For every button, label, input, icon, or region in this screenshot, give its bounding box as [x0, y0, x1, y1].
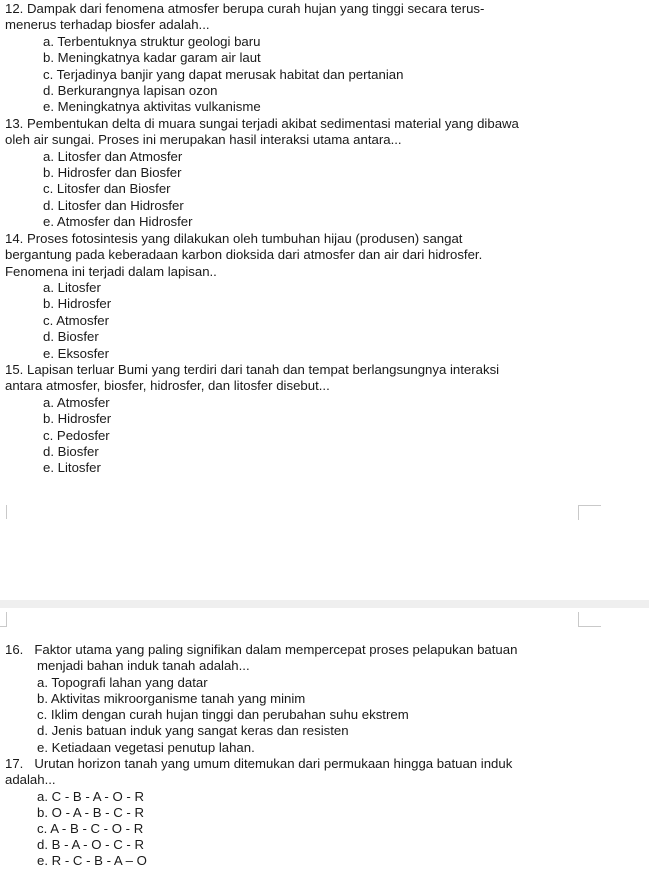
- question-text: 13. Pembentukan delta di muara sungai terjadi akibat sedimentasi material yang dibawa: [5, 115, 519, 131]
- question-text: oleh air sungai. Proses ini merupakan hasil interaksi utama antara...: [5, 132, 402, 148]
- question-17: [5, 756, 645, 870]
- option-d: d. Litosfer dan Hidrosfer: [43, 197, 184, 213]
- crop-mark: [0, 612, 7, 627]
- question-text: 17. Urutan horizon tanah yang umum ditemukan dari permukaan hingga batuan induk: [5, 755, 513, 771]
- question-text: 15. Lapisan terluar Bumi yang terdiri dari tanah dan tempat berlangsungnya interaksi: [5, 361, 500, 377]
- question-text: 16. Faktor utama yang paling signifikan dalam mempercepat proses pelapukan batuan: [5, 642, 518, 657]
- option-e: e. R - C - B - A – O: [37, 853, 147, 869]
- option-c: c. Pedosfer: [43, 427, 110, 443]
- question-text: adalah...: [5, 772, 56, 788]
- option-c: c. Litosfer dan Biosfer: [43, 181, 171, 197]
- option-d: d. Jenis batuan induk yang sangat keras dan resisten: [37, 723, 349, 739]
- question-text: Fenomena ini terjadi dalam lapisan..: [5, 263, 217, 279]
- option-b: b. Hidrosfer dan Biosfer: [43, 165, 182, 181]
- option-a: a. Litosfer: [43, 279, 101, 295]
- option-e: e. Ketiadaan vegetasi penutup lahan.: [37, 739, 255, 755]
- option-c: c. Iklim dengan curah hujan tinggi dan perubahan suhu ekstrem: [37, 707, 409, 723]
- option-c: c. Terjadinya banjir yang dapat merusak habitat dan pertanian: [43, 66, 404, 82]
- option-e: e. Eksosfer: [43, 345, 109, 361]
- option-d: d. Berkurangnya lapisan ozon: [43, 83, 218, 99]
- question-13: [5, 116, 645, 231]
- option-c: c. Atmosfer: [43, 312, 109, 328]
- option-a: a. C - B - A - O - R: [37, 788, 144, 804]
- option-a: a. Atmosfer: [43, 394, 110, 410]
- page-1: [5, 1, 645, 477]
- option-d: d. Biosfer: [43, 443, 99, 459]
- option-b: b. O - A - B - C - R: [37, 804, 144, 820]
- option-b: b. Hidrosfer: [43, 411, 112, 427]
- question-14: [5, 231, 645, 362]
- question-text: 12. Dampak dari fenomena atmosfer berupa curah hujan yang tinggi secara terus-: [5, 1, 485, 16]
- option-c: c. A - B - C - O - R: [37, 821, 144, 837]
- option-a: a. Topografi lahan yang datar: [37, 674, 208, 690]
- question-text: antara atmosfer, biosfer, hidrosfer, dan litosfer disebut...: [5, 378, 330, 394]
- crop-mark: [578, 612, 601, 627]
- question-text: menerus terhadap biosfer adalah...: [5, 17, 210, 33]
- option-a: a. Terbentuknya struktur geologi baru: [43, 33, 261, 49]
- option-b: b. Aktivitas mikroorganisme tanah yang minim: [37, 691, 306, 707]
- question-text: 14. Proses fotosintesis yang dilakukan oleh tumbuhan hijau (produsen) sangat: [5, 230, 463, 246]
- question-16: [5, 642, 645, 756]
- option-e: e. Atmosfer dan Hidrosfer: [43, 214, 193, 230]
- page-2: [5, 642, 645, 870]
- crop-mark: [578, 505, 601, 520]
- question-12: [5, 1, 645, 116]
- option-e: e. Meningkatnya aktivitas vulkanisme: [43, 99, 261, 115]
- option-b: b. Meningkatnya kadar garam air laut: [43, 50, 261, 66]
- option-b: b. Hidrosfer: [43, 296, 112, 312]
- option-e: e. Litosfer: [43, 460, 101, 476]
- option-d: d. Biosfer: [43, 329, 99, 345]
- option-d: d. B - A - O - C - R: [37, 837, 144, 853]
- question-15: [5, 362, 645, 477]
- crop-mark: [0, 505, 7, 519]
- question-text: bergantung pada keberadaan karbon dioksida dari atmosfer dan air dari hidrosfer.: [5, 247, 483, 263]
- option-a: a. Litosfer dan Atmosfer: [43, 148, 183, 164]
- page-divider: [0, 600, 649, 608]
- question-text: menjadi bahan induk tanah adalah...: [37, 658, 250, 674]
